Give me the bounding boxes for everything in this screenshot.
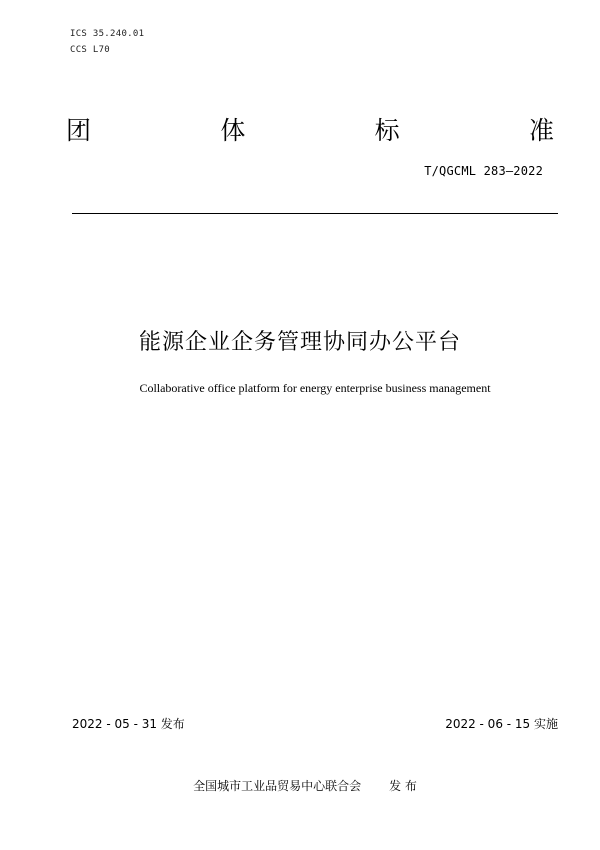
header-divider	[72, 213, 558, 214]
ics-code: ICS 35.240.01	[70, 29, 145, 39]
publish-action: 发 布	[389, 779, 417, 793]
publish-date: 2022 - 05 - 31 发布	[72, 717, 185, 731]
implementation-date: 2022 - 06 - 15 实施	[445, 717, 558, 731]
standard-type-char: 准	[528, 116, 554, 145]
publisher-name: 全国城市工业品贸易中心联合会	[193, 779, 362, 793]
publisher-line	[0, 778, 600, 794]
standard-type-char: 团	[66, 116, 92, 145]
document-title-chinese: 能源企业企务管理协同办公平台	[138, 330, 461, 355]
standard-type-heading	[66, 116, 554, 146]
document-title-english: Collaborative office platform for energy enterprise business management	[139, 381, 491, 395]
standard-number: T/QGCML 283—2022	[424, 164, 543, 178]
standard-type-char: 标	[374, 116, 400, 145]
ccs-code: CCS L70	[70, 45, 111, 55]
standard-type-char: 体	[220, 116, 246, 145]
